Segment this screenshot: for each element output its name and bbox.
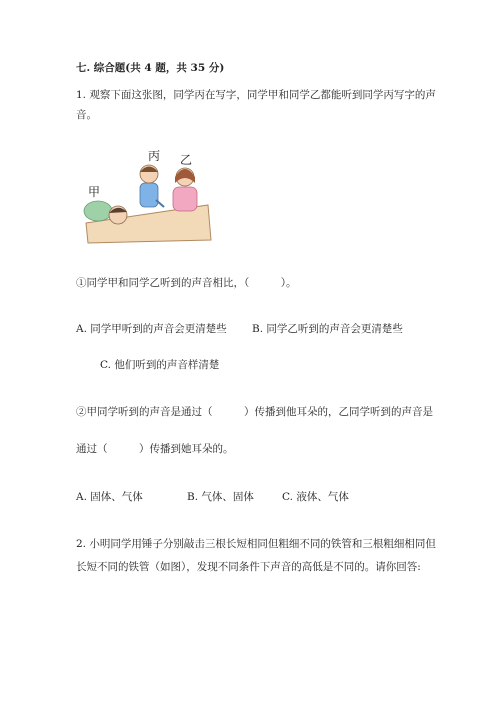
label-jia: 甲 bbox=[88, 185, 101, 199]
question-2-text-line-1: 2. 小明同学用锤子分别敲击三根长短相同但粗细不同的铁管和三根粗细相同但 bbox=[76, 538, 436, 550]
students-illustration bbox=[78, 145, 213, 245]
option-1-c: C. 他们听到的声音样清楚 bbox=[100, 359, 220, 371]
sub-question-2-line-1: ②甲同学听到的声音是通过（ ）传播到他耳朵的，乙同学听到的声音是 bbox=[76, 406, 433, 418]
option-1-b: B. 同学乙听到的声音会更清楚些 bbox=[252, 323, 403, 335]
question-1-text-line-1: 1. 观察下面这张图，同学丙在写字，同学甲和同学乙都能听到同学丙写字的声 bbox=[76, 89, 436, 101]
option-2-a: A. 固体、气体 bbox=[76, 491, 143, 503]
option-2-b: B. 气体、固体 bbox=[187, 491, 254, 503]
label-bing: 丙 bbox=[148, 149, 161, 163]
question-1-text-line-2: 音。 bbox=[76, 109, 97, 121]
label-yi: 乙 bbox=[180, 153, 193, 167]
sub-question-1: ①同学甲和同学乙听到的声音相比，（ ）。 bbox=[76, 277, 297, 289]
option-1-a: A. 同学甲听到的声音会更清楚些 bbox=[76, 323, 227, 335]
sub-question-2-line-2: 通过（ ）传播到她耳朵的。 bbox=[76, 443, 234, 455]
section-heading: 七. 综合题(共 4 题，共 35 分) bbox=[76, 62, 225, 74]
question-2-text-line-2: 长短不同的铁管（如图），发现不同条件下声音的高低是不同的。请你回答: bbox=[76, 561, 421, 573]
option-2-c: C. 液体、气体 bbox=[282, 491, 349, 503]
